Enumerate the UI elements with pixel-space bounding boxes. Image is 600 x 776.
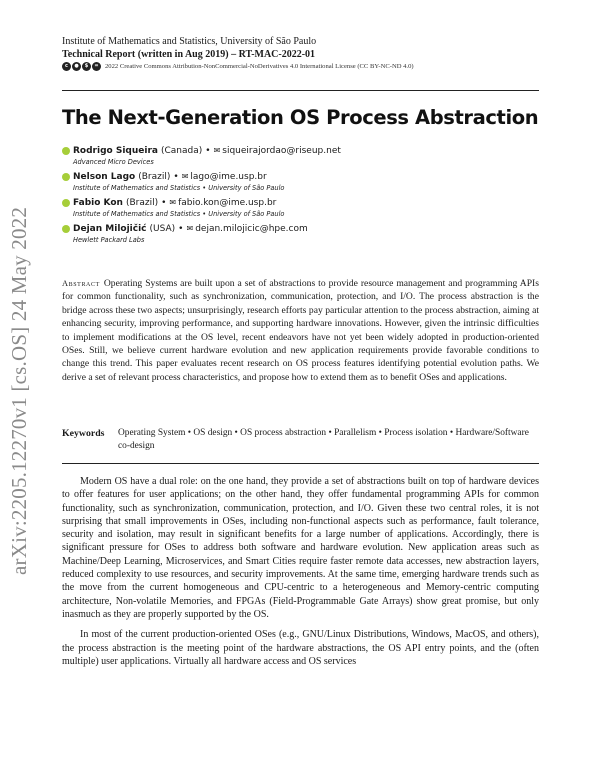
report-header [62,36,542,72]
keywords-text: Operating System • OS design • OS process abstraction • Parallelism • Process isolation • Hardware/Software co-design [118,428,529,452]
author-name: Dejan Milojičić [73,224,147,234]
nd-icon: = [92,62,101,71]
keywords-divider [62,463,539,464]
author-email[interactable]: siqueirajordao@riseup.net [222,146,341,156]
body-paragraph: Modern OS have a dual role: on the one hand, they provide a set of abstractions built on top of hardware devices to offer features for user applications; on the other hand, they offer fundamental programming APIs for common functionality, such as synchronization, communication, protection, and I/O. Given these two central roles, it is not surprising that small improvements in OSes, including non-functional aspects such as performance, fault tolerance, security and isolation, may result in significant benefits for a large number of applications. Accordingly, there is significant pressure for OSes to address both software and hardware evolution. New application areas such as Machine/Deep Learning, Microservices, and Smart Cities require faster remote data accesses, new abstraction layers, reduced complexity to use resources, and security improvements. At the same time, emerging hardware trends such as the move from the current homogeneous and CPU-centric to a heterogeneous and Memory-centric computing architecture, Non-volatile Memories, and FPGAs (Field-Programmable Gate Arrays) show great promise, but only inasmuch as they are properly supported by the OS. [62,476,539,620]
author-list [62,145,532,249]
nc-icon: $ [82,62,91,71]
author-email[interactable]: fabio.kon@ime.usp.br [178,198,277,208]
abstract [62,277,539,384]
report-number: Technical Report (written in Aug 2019) – RT-MAC-2022-01 [62,49,316,60]
license-text: 2022 Creative Commons Attribution-NonCommercial-NoDerivatives 4.0 International License (CC BY-NC-ND 4.0) [105,63,414,70]
paper-title: The Next-Generation OS Process Abstraction [62,106,539,129]
author-email[interactable]: lago@ime.usp.br [190,172,267,182]
body-paragraph: In most of the current production-oriented OSes (e.g., GNU/Linux Distributions, Windows, MacOS, and others), the process abstraction is the meeting point of the hardware abstractions, the OS API entry points, and the (often multiple) user applications. Virtually all hardware access and OS services [62,629,539,667]
by-icon: ● [72,62,81,71]
author-affiliation: Advanced Micro Devices [73,158,154,166]
author-name: Rodrigo Siqueira [73,146,158,156]
header-divider [62,90,539,91]
author-email[interactable]: dejan.milojicic@hpe.com [195,224,308,234]
arxiv-identifier: arXiv:2205.12270v1 [cs.OS] 24 May 2022 [7,206,31,575]
author-name: Fabio Kon [73,198,123,208]
email-icon: ✉ [181,172,189,181]
author-entry [62,171,532,193]
creative-commons-icons [62,62,101,71]
orcid-icon[interactable] [62,199,70,207]
author-entry [62,145,532,167]
license-line [62,61,542,72]
author-entry [62,197,532,219]
keywords [62,427,539,454]
email-icon: ✉ [213,146,221,155]
orcid-icon[interactable] [62,225,70,233]
email-icon: ✉ [169,198,177,207]
author-name: Nelson Lago [73,172,136,182]
abstract-label: Abstract [62,279,100,288]
institution-line: Institute of Mathematics and Statistics, University of São Paulo [62,36,317,47]
keywords-label: Keywords [62,428,105,439]
author-affiliation: Hewlett Packard Labs [73,236,145,244]
orcid-icon[interactable] [62,147,70,155]
author-entry [62,223,532,245]
author-country: (USA) [149,224,176,234]
abstract-text: Operating Systems are built upon a set of abstractions to provide resource management and programming APIs for common functionality, such as synchronization, communication, protection, and I/O. The process abstraction is the bridge across these two aspects; unsurprisingly, research efforts pay particular attention to the process abstraction, aiming at enhancing security, improving performance, and supporting hardware innovations. However, given the intrinsic difficulties to implement modifications at the OS level, recent endeavors have not yet been widely adopted in production-oriented OSes. Still, we believe current hardware evolution and new application requirements provide favorable conditions to change this trend. This paper evaluates recent research on OS process features identifying potential evolution paths. We derive a set of relevant process characteristics, and propose how to extend them as to benefit OSes and applications. [62,278,539,383]
cc-icon: c [62,62,71,71]
author-affiliation: Institute of Mathematics and Statistics • University of São Paulo [73,210,285,218]
separator-bullet: • [205,146,211,156]
separator-bullet: • [161,198,167,208]
separator-bullet: • [178,224,184,234]
author-country: (Brazil) [138,172,171,182]
separator-bullet: • [173,172,179,182]
body-text [62,475,539,675]
author-country: (Canada) [160,146,203,156]
orcid-icon[interactable] [62,173,70,181]
author-affiliation: Institute of Mathematics and Statistics • University of São Paulo [73,184,285,192]
author-country: (Brazil) [125,198,159,208]
email-icon: ✉ [186,224,194,233]
